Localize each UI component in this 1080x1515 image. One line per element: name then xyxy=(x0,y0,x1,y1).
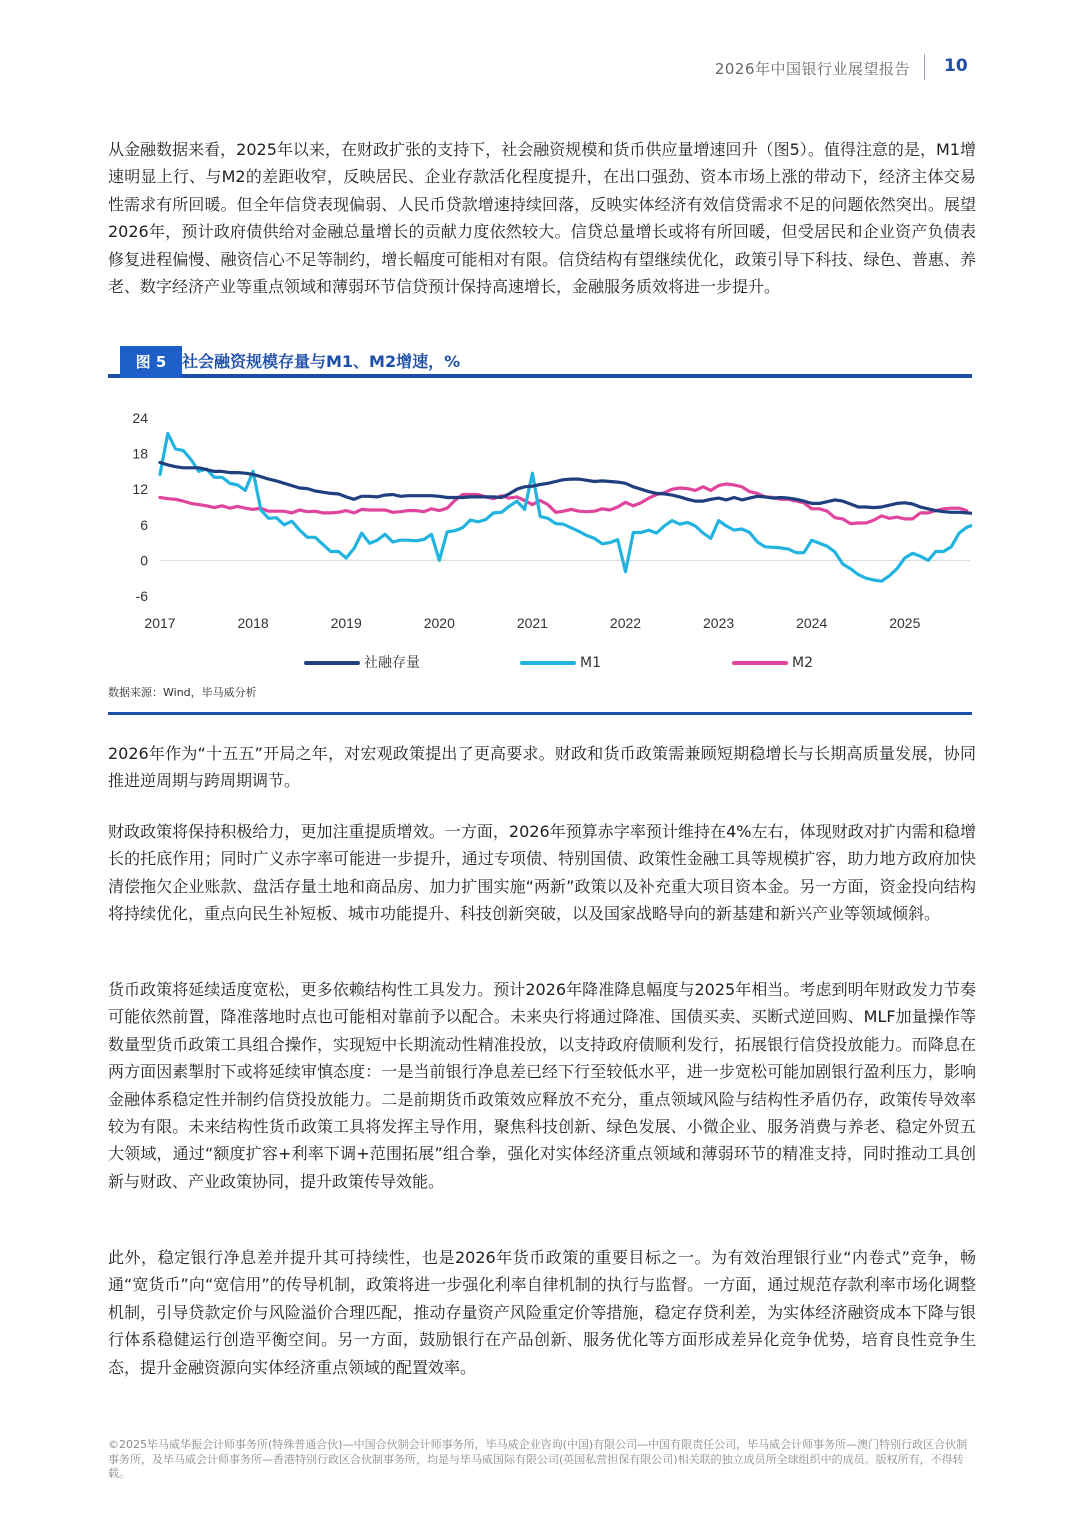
series-line-shrong xyxy=(160,463,972,515)
y-tick-label: 12 xyxy=(132,481,148,498)
x-tick-label: 2018 xyxy=(237,615,269,631)
x-tick-label: 2023 xyxy=(703,615,735,631)
series-line-m1 xyxy=(160,433,972,581)
line-chart xyxy=(108,402,972,638)
chart-legend xyxy=(108,652,972,674)
x-tick-label: 2025 xyxy=(889,615,921,631)
figure-title: 社会融资规模存量与M1、M2增速，% xyxy=(182,352,461,371)
copyright-footer: ©2025毕马威华振会计师事务所(特殊普通合伙)—中国合伙制会计师事务所，毕马威企业咨询(中国)有限公司—中国有限责任公司，毕马威会计师事务所—澳门特别行政区合伙制事务所，及毕马威会计师事务所—香港特别行政区合伙制事务所，均是与毕马威国际有限公司(英国私营担保有限公司)相关联的独立成员所全球组织中的成员。版权所有，不得转载。 xyxy=(108,1438,968,1480)
y-tick-label: -6 xyxy=(135,588,148,604)
paragraph-macro-policy: 2026年作为“十五五”开局之年，对宏观政策提出了更高要求。财政和货币政策需兼顾短期稳增长与长期高质量发展，协同推进逆周期与跨周期调节。 xyxy=(108,744,976,791)
x-tick-label: 2017 xyxy=(144,615,176,631)
report-title: 2026年中国银行业展望报告 xyxy=(714,60,910,78)
legend-swatch-shrong xyxy=(304,661,360,665)
paragraph-fiscal-policy: 财政政策将保持积极给力，更加注重提质增效。一方面，2026年预算赤字率预计维持在4%左右，体现财政对扩内需和稳增长的托底作用；同时广义赤字率可能进一步提升，通过专项债、特别国债、政策性金融工具等规模扩容，助力地方政府加快清偿拖欠企业账款、盘活存量土地和商品房、加力扩围实施“两新”政策以及补充重大项目资本金。另一方面，资金投向结构将持续优化，重点向民生补短板、城市功能提升、科技创新突破，以及国家战略导向的新基建和新兴产业等领域倾斜。 xyxy=(108,822,976,924)
page-number: 10 xyxy=(944,56,968,76)
x-tick-label: 2021 xyxy=(516,615,548,631)
figure-source: 数据来源：Wind，毕马威分析 xyxy=(108,686,257,699)
legend-label: 社融存量 xyxy=(364,655,420,671)
x-tick-label: 2024 xyxy=(796,615,828,631)
y-tick-label: 6 xyxy=(140,516,148,533)
y-tick-label: 18 xyxy=(132,445,148,462)
legend-item-m1 xyxy=(520,652,601,674)
paragraph-financial-data: 从金融数据来看，2025年以来，在财政扩张的支持下，社会融资规模和货币供应量增速回升（图5）。值得注意的是，M1增速明显上行、与M2的差距收窄，反映居民、企业存款活化程度提升，在出口强劲、资本市场上涨的带动下，经济主体交易性需求有所回暖。但全年信贷表现偏弱、人民币贷款增速持续回落，反映实体经济有效信贷需求不足的问题依然突出。展望2026年，预计政府债供给对金融总量增长的贡献力度依然较大。信贷总量增长或将有所回暖，但受居民和企业资产负债表修复进程偏慢、融资信心不足等制约，增长幅度可能相对有限。信贷结构有望继续优化，政策引导下科技、绿色、普惠、养老、数字经济产业等重点领域和薄弱环节信贷预计保持高速增长，金融服务质效将进一步提升。 xyxy=(108,140,976,297)
x-tick-label: 2020 xyxy=(423,615,455,631)
legend-item-m2 xyxy=(732,652,813,674)
figure-tag: 图 5 xyxy=(120,346,182,378)
figure-header xyxy=(108,346,972,382)
paragraph-net-interest-margin: 此外，稳定银行净息差并提升其可持续性，也是2026年货币政策的重要目标之一。为有效治理银行业“内卷式”竞争，畅通“宽货币”向“宽信用”的传导机制，政策将进一步强化利率自律机制的执行与监督。一方面，通过规范存款利率市场化调整机制，引导贷款定价与风险溢价合理匹配，推动存量资产风险重定价等措施，稳定存贷利差，为实体经济融资成本下降与银行体系稳健运行创造平衡空间。另一方面，鼓励银行在产品创新、服务优化等方面形成差异化竞争优势，培育良性竞争生态，提升金融资源向实体经济重点领域的配置效率。 xyxy=(108,1248,976,1377)
legend-item-shrong xyxy=(304,652,420,674)
x-tick-label: 2019 xyxy=(330,615,362,631)
legend-label: M2 xyxy=(792,655,813,671)
y-tick-label: 24 xyxy=(132,410,148,426)
x-tick-label: 2022 xyxy=(609,615,642,631)
legend-label: M1 xyxy=(580,655,601,671)
legend-swatch-m2 xyxy=(732,661,788,665)
paragraph-monetary-policy: 货币政策将延续适度宽松，更多依赖结构性工具发力。预计2026年降准降息幅度与2025年相当。考虑到明年财政发力节奏可能依然前置，降准落地时点也可能相对靠前予以配合。未来央行将通过降准、国债买卖、买断式逆回购、MLF加量操作等数量型货币政策工具组合操作，实现短中长期流动性精准投放，以支持政府债顺利发行，拓展银行信贷投放能力。而降息在两方面因素掣肘下或将延续审慎态度：一是当前银行净息差已经下行至较低水平，进一步宽松可能加剧银行盈利压力，影响金融体系稳定性并制约信贷投放能力。二是前期货币政策效应释放不充分，重点领域风险与结构性矛盾仍存，政策传导效率较为有限。未来结构性货币政策工具将发挥主导作用，聚焦科技创新、绿色发展、小微企业、服务消费与养老、稳定外贸五大领域，通过“额度扩容+利率下调+范围拓展”组合拳，强化对实体经济重点领域和薄弱环节的精准支持，同时推动工具创新与财政、产业政策协同，提升政策传导效能。 xyxy=(108,980,976,1191)
legend-swatch-m1 xyxy=(520,661,576,665)
y-tick-label: 0 xyxy=(140,552,148,569)
header-divider xyxy=(924,54,925,80)
figure-bottom-rule xyxy=(108,712,972,715)
